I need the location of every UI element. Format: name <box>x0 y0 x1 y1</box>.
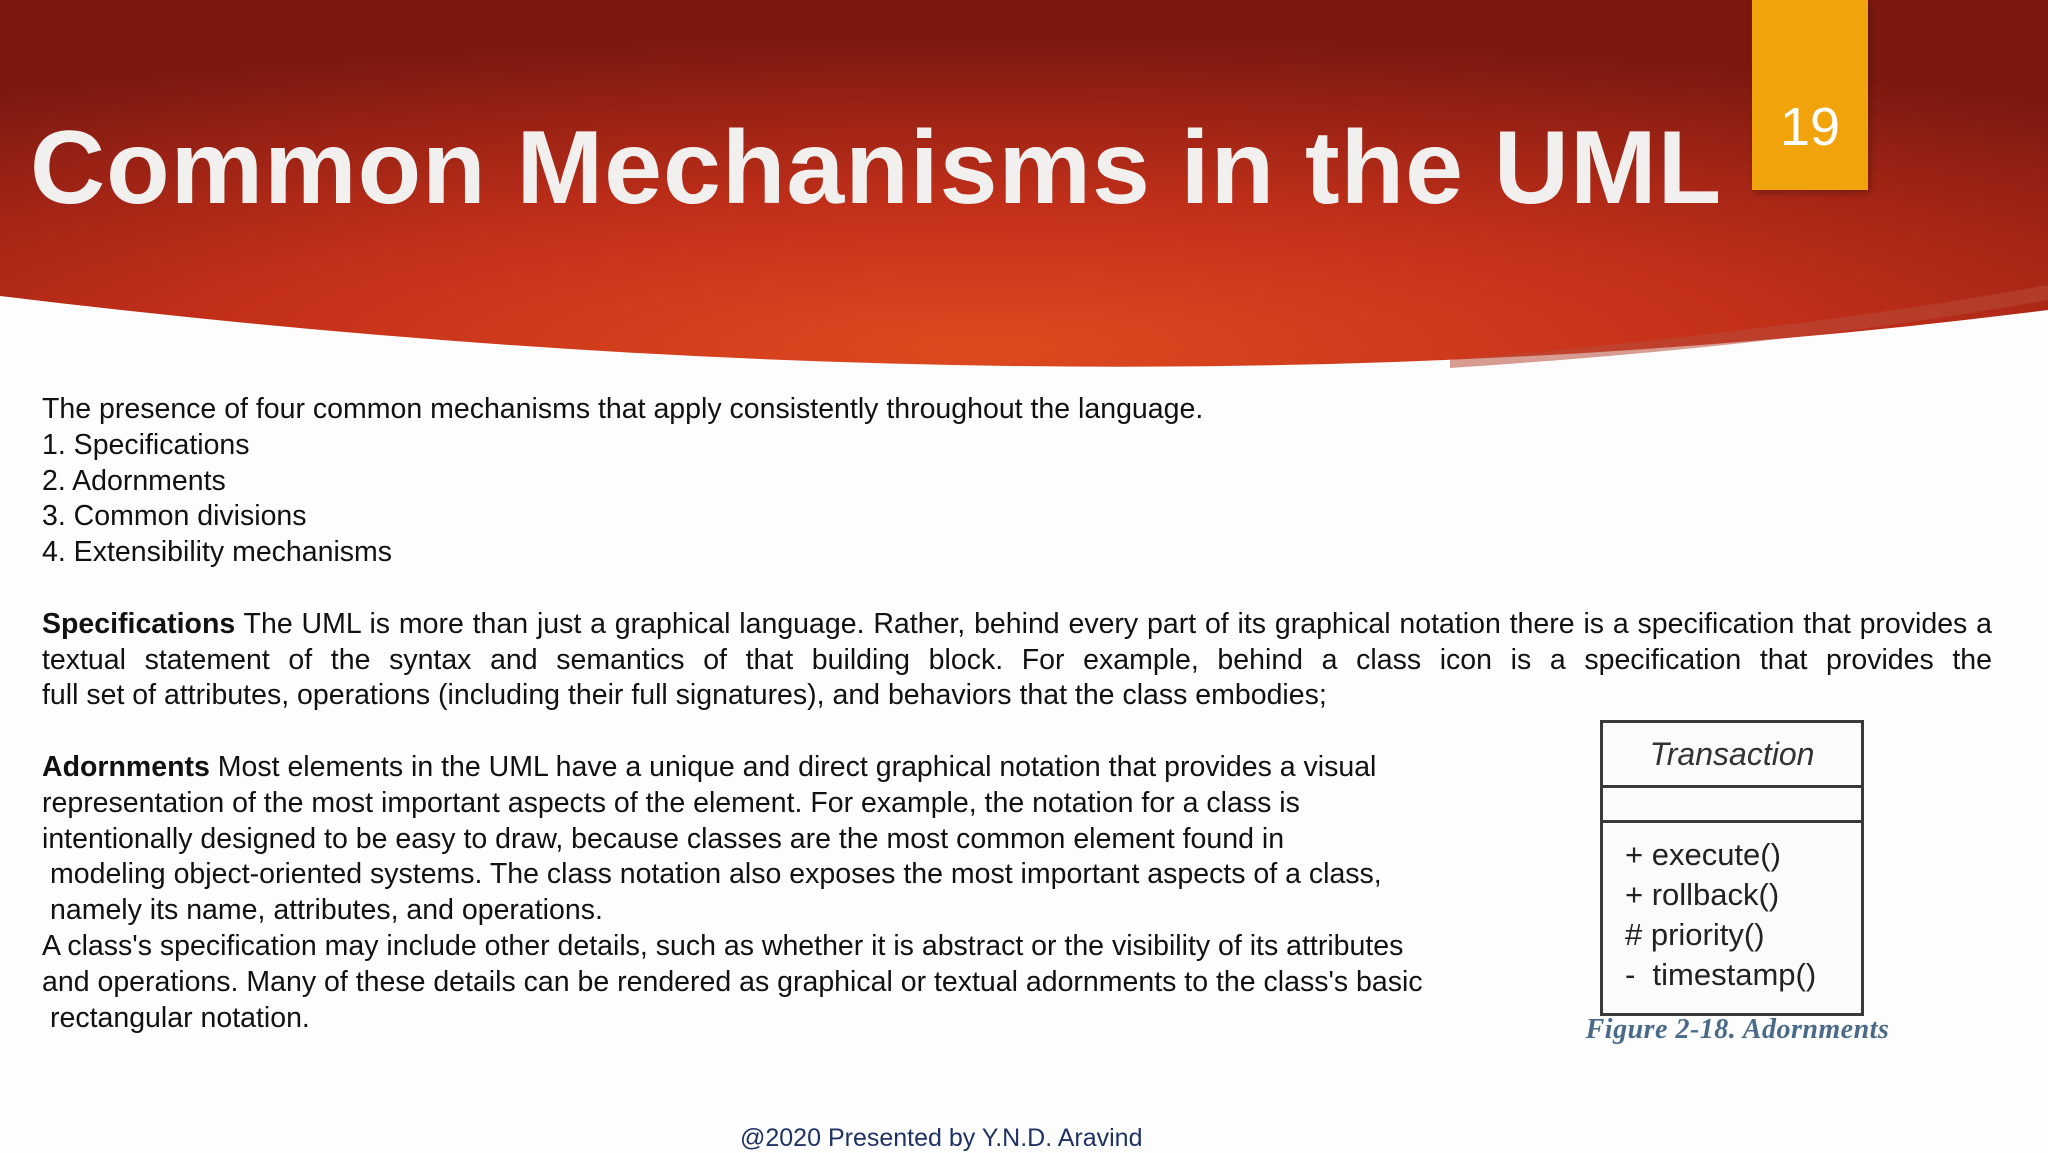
adornments-paragraph-line: rectangular notation. <box>50 1001 310 1034</box>
specifications-heading: Specifications <box>42 607 236 640</box>
specifications-paragraph <box>42 607 1992 679</box>
uml-operation: + execute() <box>1625 837 1781 872</box>
uml-operation: # priority() <box>1625 917 1765 952</box>
list-item: 3. Common divisions <box>42 500 307 533</box>
specifications-last-line: full set of attributes, operations (including their full signatures), and behaviors that the class embodies; <box>42 679 1327 712</box>
uml-operations-compartment <box>1603 823 1861 995</box>
page-number-badge <box>1752 0 1868 190</box>
list-item: 2. Adornments <box>42 464 226 497</box>
figure-caption: Figure 2-18. Adornments <box>1585 1014 1890 1045</box>
uml-operation: + rollback() <box>1625 877 1780 912</box>
specifications-text: The UML is more than just a graphical language. Rather, behind every part of its graphical notation there is a specification that provides a textual statement of the syntax and semantics of that building block. For example, behind a class icon is a specification that provides the <box>42 607 1992 676</box>
footer-credit: @2020 Presented by Y.N.D. Aravind <box>740 1124 1143 1152</box>
intro-text: The presence of four common mechanisms that apply consistently throughout the language. <box>42 393 1204 425</box>
adornments-paragraph-line: representation of the most important aspects of the element. For example, the notation for a class is <box>42 786 1300 819</box>
adornments-paragraph-line: Adornments Most elements in the UML have a unique and direct graphical notation that provides a visual <box>42 750 1377 783</box>
uml-class-name: Transaction <box>1603 723 1861 788</box>
adornments-paragraph-line: intentionally designed to be easy to draw, because classes are the most common element found in <box>42 822 1285 855</box>
adornments-paragraph-line: and operations. Many of these details can be rendered as graphical or textual adornments to the class's basic <box>42 965 1423 998</box>
list-item: 1. Specifications <box>42 428 250 461</box>
adornments-paragraph-line: modeling object-oriented systems. The class notation also exposes the most important aspects of a class, <box>50 858 1382 891</box>
uml-figure <box>1565 720 1910 1050</box>
uml-attributes-compartment <box>1603 788 1861 823</box>
adornments-heading: Adornments <box>42 750 210 783</box>
list-item: 4. Extensibility mechanisms <box>42 536 393 569</box>
uml-operation: - timestamp() <box>1625 957 1817 992</box>
page-number: 19 <box>1779 97 1841 157</box>
adornments-paragraph-line: namely its name, attributes, and operations. <box>50 894 603 927</box>
adornments-paragraph-line: A class's specification may include other details, such as whether it is abstract or the visibility of its attributes <box>42 929 1404 962</box>
slide-title: Common Mechanisms in the UML <box>30 110 1723 226</box>
uml-class-box <box>1600 720 1864 1016</box>
